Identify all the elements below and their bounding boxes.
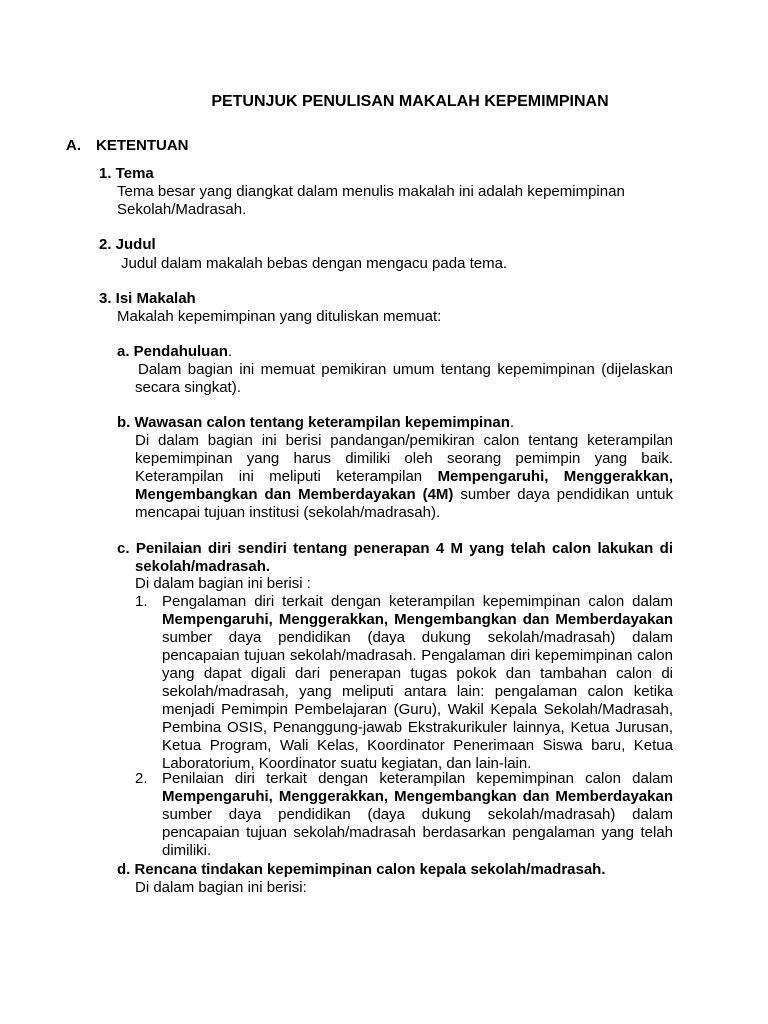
list-item-penilaian-diri: Penilaian diri terkait dengan keterampilan kepemimpinan calon dalam Mempengaruhi, Menggerakkan, Mengembangkan dan Memberdayakan sumber daya pendidikan (daya dukung sekolah/madrasah) dalam pencapaian tujuan sekolah/madrasah berdasarkan pengalaman yang telah dimiliki. [162, 770, 673, 859]
item-body-isi: Makalah kepemimpinan yang dituliskan memuat: [117, 308, 442, 325]
item-heading-tema: 1. Tema [99, 165, 154, 182]
sub-heading-pendahuluan: a. Pendahuluan. [117, 343, 233, 360]
page-title: PETUNJUK PENULISAN MAKALAH KEPEMIMPINAN [211, 93, 609, 110]
sub-intro-rencana: Di dalam bagian ini berisi: [135, 879, 307, 896]
list-item-pengalaman: Pengalaman diri terkait dengan keterampilan kepemimpinan calon dalam Mempengaruhi, Menggerakkan, Mengembangkan dan Memberdayakan sumber daya pendidikan (daya dukung sekolah/madrasah) dalam pencapaian tujuan sekolah/madrasah. Pengalaman diri kepemimpinan calon yang dapat digali dari penerapan tugas pokok dan tambahan calon di sekolah/madrasah, yang meliputi antara lain: pengalaman calon ketika menjadi Pemimpin Pembelajaran (Guru), Wakil Kepala Sekolah/Madrasah, Pembina OSIS, Penanggung-jawab Ekstrakurikuler lainnya, Ketua Jurusan, Ketua Program, Wali Kelas, Koordinator Penerimaan Siswa baru, Ketua Laboratorium, Koordinator suatu kegiatan, dan lain-lain. [162, 593, 673, 772]
sub-heading-wawasan: b. Wawasan calon tentang keterampilan kepemimpinan. [117, 414, 515, 431]
item-heading-judul: 2. Judul [99, 236, 156, 253]
item-heading-isi: 3. Isi Makalah [99, 290, 196, 307]
list-number: 2. [135, 770, 148, 787]
sub-intro-penilaian: Di dalam bagian ini berisi : [135, 575, 311, 592]
section-heading: KETENTUAN [96, 137, 189, 154]
list-number: 1. [135, 593, 148, 610]
sub-heading-rencana: d. Rencana tindakan kepemimpinan calon kepala sekolah/madrasah. [117, 861, 606, 878]
item-body-judul: Judul dalam makalah bebas dengan mengacu pada tema. [121, 255, 508, 272]
sub-body-wawasan: Di dalam bagian ini berisi pandangan/pemikiran calon tentang keterampilan kepemimpinan yang harus dimiliki oleh seorang pemimpin yang baik. Keterampilan ini meliputi keterampilan Mempengaruhi, Menggerakkan, Mengembangkan dan Memberdayakan (4M) sumber daya pendidikan untuk mencapai tujuan institusi (sekolah/madrasah). [135, 432, 674, 521]
item-body-tema: Tema besar yang diangkat dalam menulis makalah ini adalah kepemimpinan Sekolah/Madrasah. [117, 183, 625, 218]
section-marker: A. [66, 137, 81, 154]
sub-body-pendahuluan: Dalam bagian ini memuat pemikiran umum tentang kepemimpinan (dijelaskan secara singkat). [135, 361, 673, 396]
sub-heading-penilaian: c. Penilaian diri sendiri tentang penerapan 4 M yang telah calon lakukan di sekolah/madrasah. [117, 540, 673, 575]
